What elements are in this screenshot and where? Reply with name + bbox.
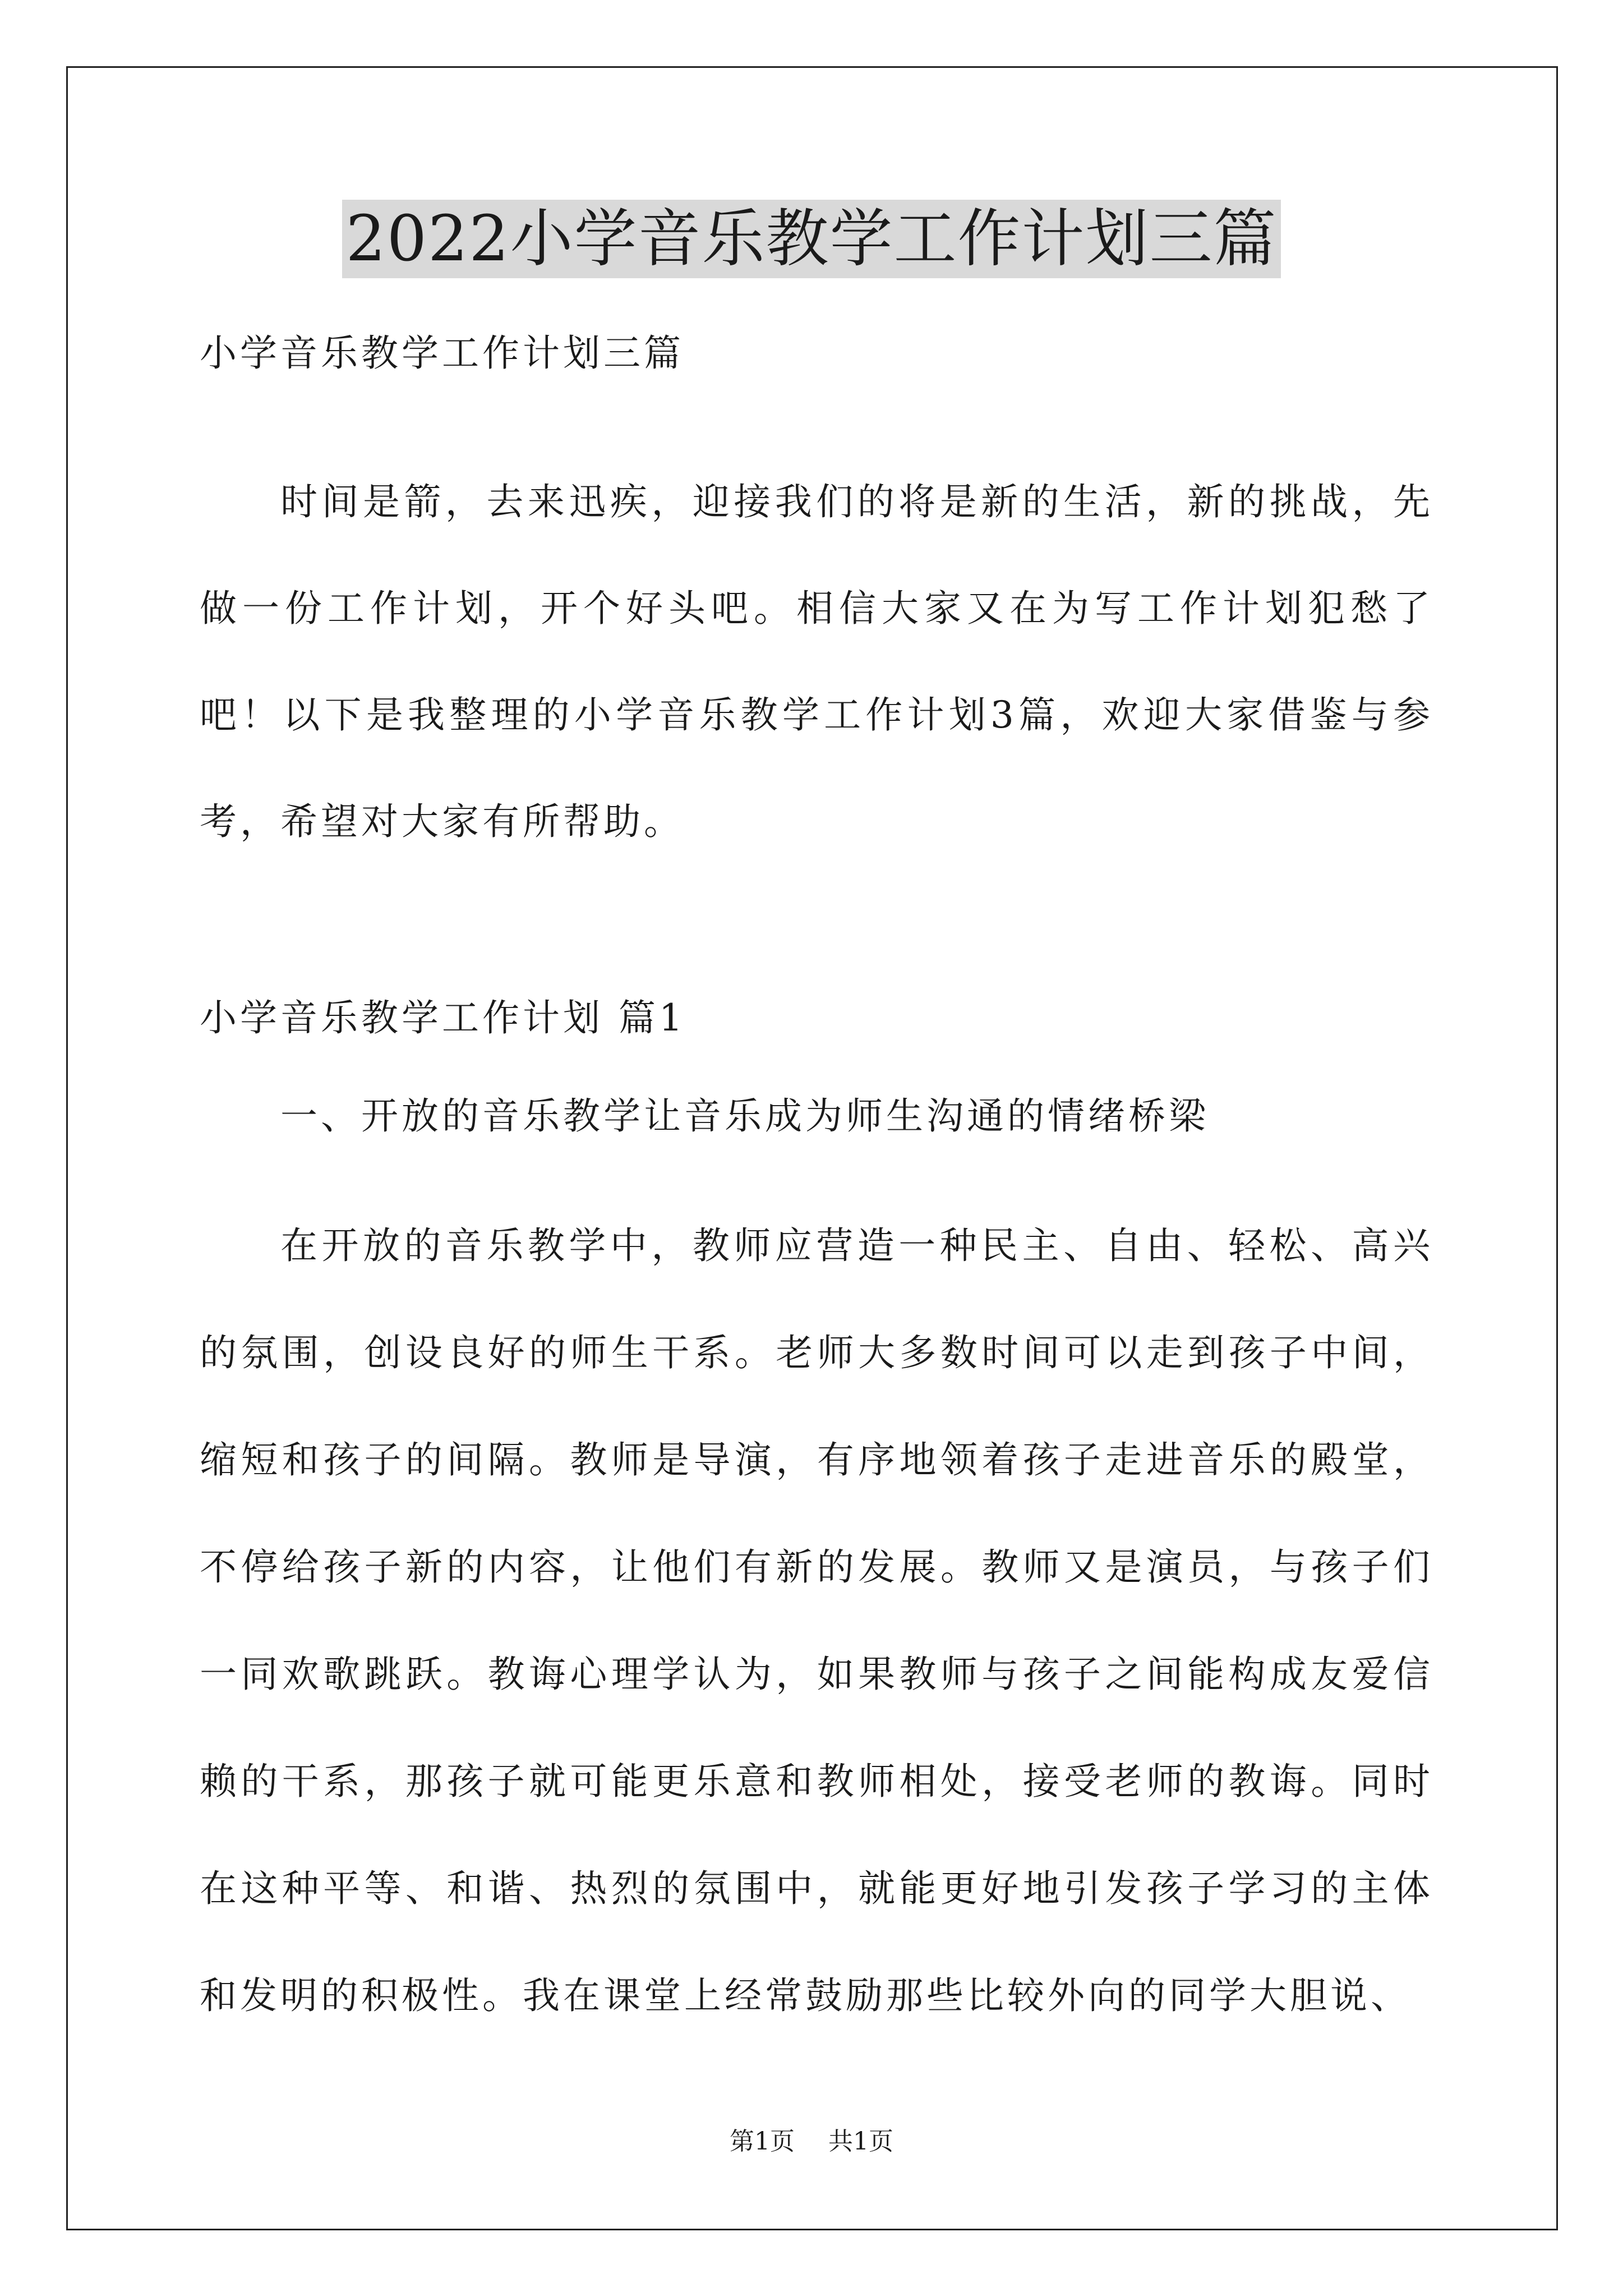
section-title: 小学音乐教学工作计划 篇1 — [200, 996, 686, 1039]
title-container — [0, 200, 1623, 278]
section-heading: 一、开放的音乐教学让音乐成为师生沟通的情绪桥梁 — [280, 1094, 1209, 1138]
page-number-total: 共1页 — [828, 2127, 893, 2156]
document-title: 2022小学音乐教学工作计划三篇 — [342, 200, 1280, 278]
page-number-current: 第1页 — [730, 2127, 795, 2156]
page-footer — [0, 2125, 1623, 2159]
body-paragraph: 在开放的音乐教学中，教师应营造一种民主、自由、轻松、高兴的氛围，创设良好的师生干系。老师大多数时间可以走到孩子中间，缩短和孩子的间隔。教师是导演，有序地领着孩子走进音乐的殿堂，不停给孩子新的内容，让他们有新的发展。教师又是演员，与孩子们一同欢歌跳跃。教诲心理学认为，如果教师与孩子之间能构成友爱信赖的干系，那孩子就可能更乐意和教师相处，接受老师的教诲。同时在这种平等、和谐、热烈的氛围中，就能更好地引发孩子学习的主体和发明的积极性。我在课堂上经常鼓励那些比较外向的同学大胆说、 — [200, 1224, 1433, 2017]
intro-paragraph: 时间是箭，去来迅疾，迎接我们的将是新的生活，新的挑战，先做一份工作计划，开个好头吧。相信大家又在为写工作计划犯愁了吧！以下是我整理的小学音乐教学工作计划3篇，欢迎大家借鉴与参考，希望对大家有所帮助。 — [200, 480, 1433, 843]
document-subtitle: 小学音乐教学工作计划三篇 — [200, 332, 684, 375]
